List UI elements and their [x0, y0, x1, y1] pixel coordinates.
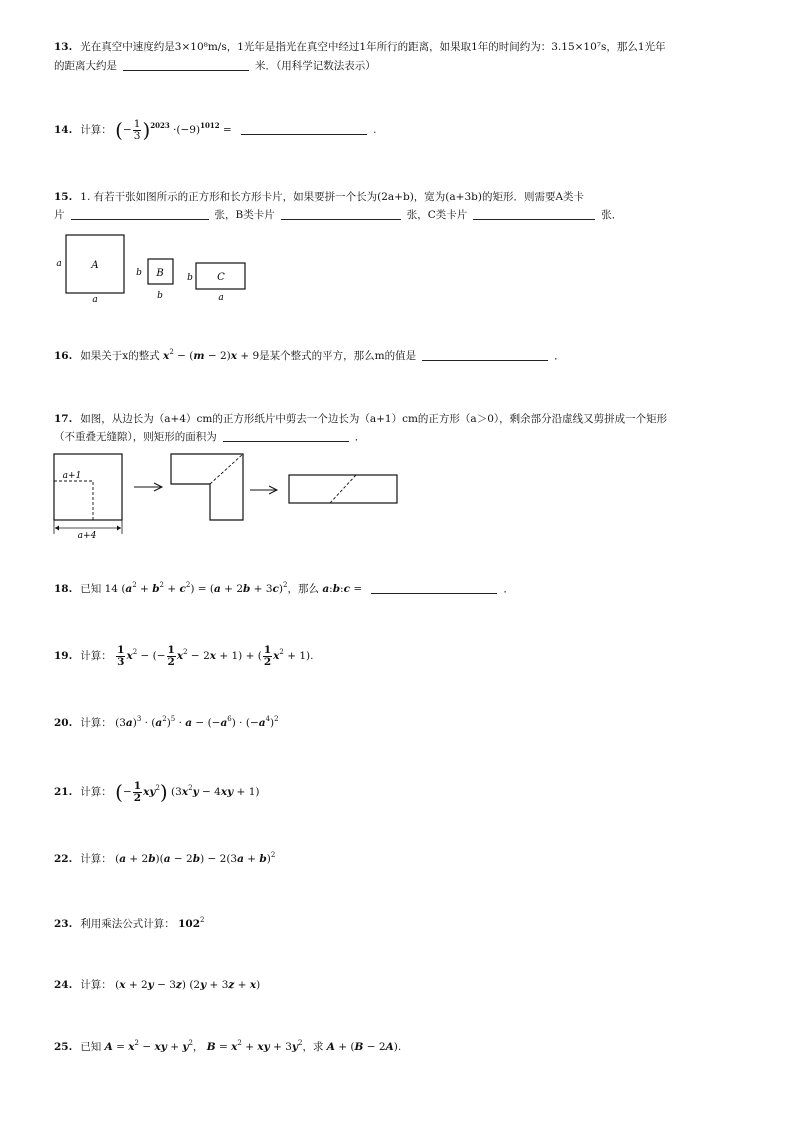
question-text: 米．（用科学记数法表示） [255, 60, 376, 72]
card-figure [54, 232, 254, 304]
question-text: ，求 [302, 1041, 324, 1053]
result-rectangle [289, 475, 397, 503]
question-label: 计算： [80, 853, 112, 865]
answer-blank[interactable] [371, 581, 497, 594]
question-text: 张，B类卡片 [214, 209, 275, 221]
question-text: 已知 [80, 1041, 102, 1053]
question-24: 24. 计算： (x + 2y − 3z) (2y + 3z + x) [54, 976, 754, 994]
expression-base: 102 [178, 918, 201, 930]
card-c-label: C [217, 272, 225, 283]
question-label: 计算： [80, 979, 112, 991]
answer-blank[interactable] [223, 429, 349, 442]
answer-blank[interactable] [281, 207, 401, 220]
answer-blank[interactable] [71, 207, 209, 220]
answer-blank[interactable] [473, 207, 595, 220]
exponent: 1012 [200, 121, 220, 130]
question-text: ． [503, 583, 514, 595]
question-number: 22. [54, 853, 73, 865]
question-number: 23. [54, 918, 73, 930]
question-16: 16. 如果关于x的整式 $x^2 - (m - 2)x + 9$是某个整式的平方，那么m的值是 ． [54, 347, 754, 365]
card-a-label: A [91, 260, 99, 271]
inner-square-outline [54, 481, 93, 520]
question-text: 已知 [80, 583, 102, 595]
square-cut-figure [50, 450, 410, 540]
question-text: 是某个整式的平方，那么m的值是 [259, 350, 417, 362]
question-label: 计算： [80, 717, 112, 729]
question-label: 利用乘法公式计算： [80, 918, 175, 930]
question-13 [54, 38, 754, 56]
question-text: 片 [54, 209, 65, 221]
question-17 [54, 410, 754, 428]
question-text: 如图，从边长为（a+4）cm的正方形纸片中剪去一个边长为（a+1）cm的正方形（a＞0），剩余部分沿虚线又剪拼成一个矩形 [80, 413, 668, 425]
side-label: b [157, 291, 163, 301]
question-label: 计算： [80, 124, 112, 136]
question-number: 21. [54, 786, 73, 798]
question-13-line2 [54, 57, 754, 75]
answer-blank[interactable] [123, 58, 249, 71]
exponent: 2 [200, 916, 205, 924]
answer-blank[interactable] [241, 122, 367, 135]
question-text: 的距离大约是 [54, 60, 117, 72]
question-text: ，那么 [287, 583, 319, 595]
question-number: 19. [54, 650, 73, 662]
side-label: b [136, 268, 142, 278]
side-label: b [187, 273, 193, 283]
question-label: 计算： [80, 650, 112, 662]
card-b-label: B [156, 268, 164, 279]
question-15-line2 [54, 206, 754, 224]
question-number: 20. [54, 717, 73, 729]
question-text: ． [354, 431, 366, 443]
side-label: a [56, 259, 62, 269]
outer-side-label: a+4 [77, 531, 97, 540]
question-23 [54, 915, 754, 933]
question-text: （不重叠无缝隙），则矩形的面积为 [54, 431, 217, 443]
question-number: 17. [54, 413, 73, 425]
question-text: ， [192, 1041, 204, 1053]
answer-blank[interactable] [422, 348, 548, 361]
question-number: 25. [54, 1041, 73, 1053]
question-label: 计算： [80, 786, 112, 798]
question-number: 14. [54, 124, 73, 136]
question-20: 20. 计算： $(3a)^3 \cdot (a^2)^5 \cdot a - (-a^6) \cdot (-a^4)^2$ [54, 714, 754, 732]
question-text: 张． [601, 209, 623, 221]
l-shape [171, 454, 243, 520]
question-text: 张，C类卡片 [406, 209, 468, 221]
question-18: 18. 已知 14 $(a^2 + b^2 + c^2) = (a + 2b + 3c)^2$，那么 a:b:c = ． [54, 580, 754, 598]
question-text: 1. 有若干张如图所示的正方形和长方形卡片，如果要拼一个长为(2a+b)，宽为(a+3b)的矩形．则需要A类卡 [80, 191, 585, 203]
question-number: 24. [54, 979, 73, 991]
question-number: 18. [54, 583, 73, 595]
question-17-line2 [54, 428, 754, 446]
question-15 [54, 188, 754, 206]
question-text: ． [554, 350, 565, 362]
question-21: 21. 计算： (− $\frac{1}{2}$ $xy^2$) $(3x^2y - 4xy + 1)$ [54, 779, 260, 804]
question-text: 如果关于x的整式 [80, 350, 160, 362]
question-number: 15. [54, 191, 73, 203]
exponent: 2023 [150, 121, 170, 130]
side-label: a [92, 295, 98, 304]
question-number: 13. [54, 41, 73, 53]
question-14: 14. 计算： (− $\frac{1}{3}$ )$^{2023} \cdot(-9)^{1012}$ = . [54, 117, 377, 142]
side-label: a [218, 293, 224, 303]
question-25: 25. 已知 $A = x^2$ − xy + $y^2$， $B = x^2$ + xy + $3y^2$，求 A + (B − 2A). [54, 1038, 754, 1056]
question-number: 16. [54, 350, 73, 362]
question-19: 19. 计算： $\frac{1}{3}$ $x^2$ − (− $\frac{1}{2}$ $x^2 - 2x + 1$) + ( $\frac{1}{2}$ $x^2 + 1$). [54, 642, 754, 670]
question-text: 光在真空中速度约是3×10⁸m/s，1光年是指光在真空中经过1年所行的距离，如果取1年的时间约为：3.15×10⁷s，那么1光年 [80, 41, 666, 53]
outer-square [54, 454, 122, 520]
question-22: 22. 计算： $(a + 2b)(a - 2b) - 2(3a + b)^2$ [54, 850, 754, 868]
inner-side-label: a+1 [62, 471, 82, 481]
